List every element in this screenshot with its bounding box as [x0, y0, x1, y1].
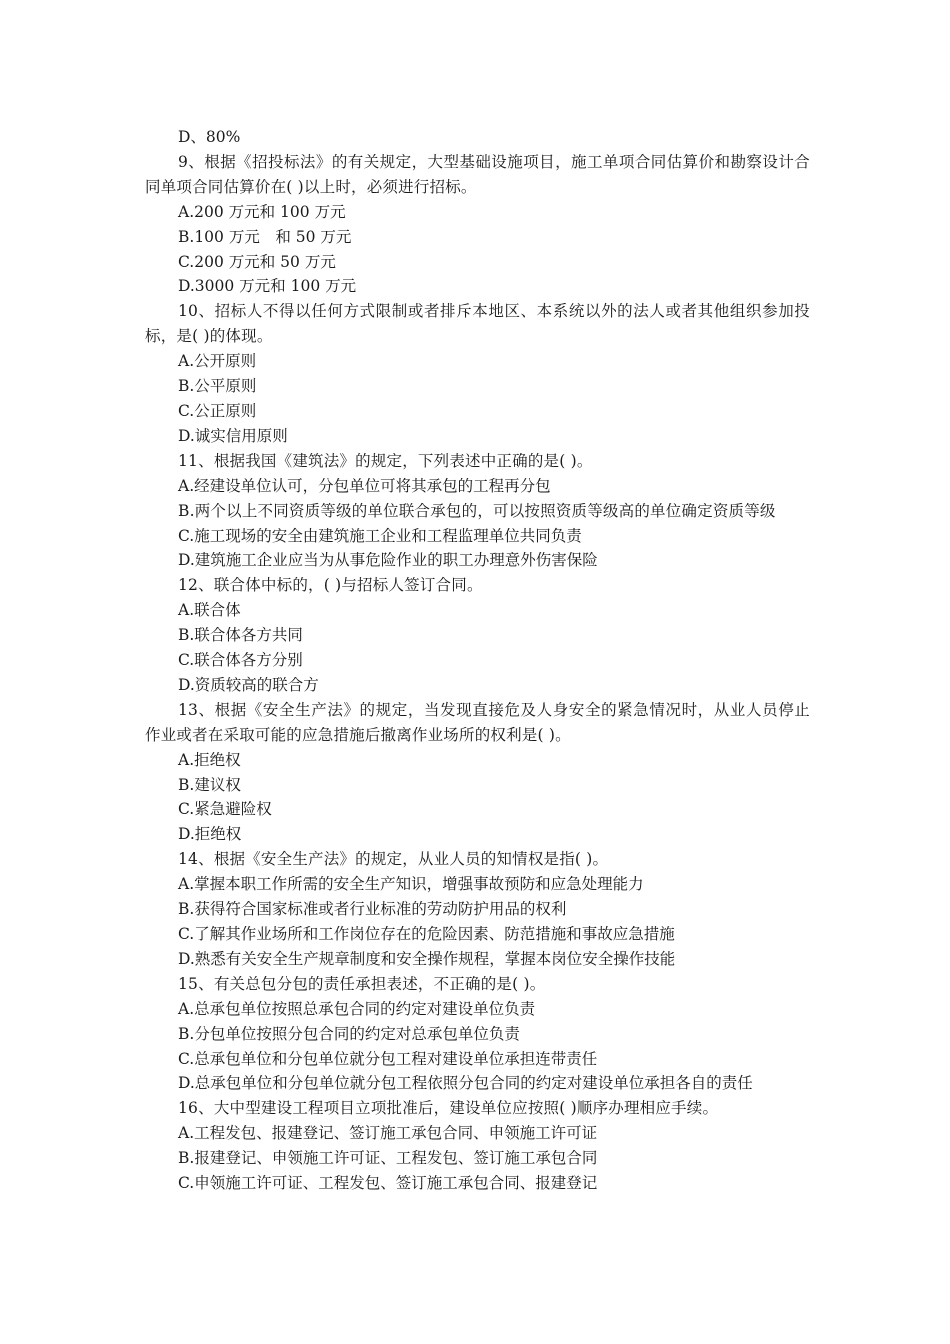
answer-option: B.建议权: [178, 775, 241, 794]
question-text: 12、联合体中标的，( )与招标人签订合同。: [178, 576, 483, 595]
answer-option: B.100 万元 和 50 万元: [178, 227, 352, 246]
question-text: 13、根据《安全生产法》的规定，当发现直接危及人身安全的紧急情况时，从业人员停止作业或者在采取可能的应急措施后撤离作业场所的权利是( )。: [145, 700, 810, 744]
answer-option: D.总承包单位和分包单位就分包工程依照分包合同的约定对建设单位承担各自的责任: [178, 1074, 753, 1093]
answer-option: A.工程发包、报建登记、签订施工承包合同、申领施工许可证: [178, 1124, 598, 1143]
answer-option: D.诚实信用原则: [178, 426, 288, 445]
answer-option: A.掌握本职工作所需的安全生产知识，增强事故预防和应急处理能力: [178, 875, 644, 894]
answer-option: D.拒绝权: [178, 825, 242, 844]
answer-option: D.熟悉有关安全生产规章制度和安全操作规程，掌握本岗位安全操作技能: [178, 949, 676, 968]
answer-option: D、80%: [178, 128, 241, 146]
answer-option: B.报建登记、申领施工许可证、工程发包、签订施工承包合同: [178, 1149, 598, 1168]
question-text: 14、根据《安全生产法》的规定，从业人员的知情权是指( )。: [178, 850, 609, 869]
answer-option: C.申领施工许可证、工程发包、签订施工承包合同、报建登记: [178, 1174, 598, 1193]
answer-option: A.200 万元和 100 万元: [178, 202, 346, 221]
answer-option: C.施工现场的安全由建筑施工企业和工程监理单位共同负责: [178, 526, 582, 545]
answer-option: A.联合体: [178, 601, 241, 620]
answer-option: C.公正原则: [178, 401, 257, 420]
answer-option: A.总承包单位按照总承包合同的约定对建设单位负责: [178, 999, 536, 1018]
answer-option: C.了解其作业场所和工作岗位存在的危险因素、防范措施和事故应急措施: [178, 925, 675, 943]
answer-option: A.经建设单位认可，分包单位可将其承包的工程再分包: [178, 476, 551, 495]
question-text: 11、根据我国《建筑法》的规定，下列表述中正确的是( )。: [178, 451, 593, 470]
answer-option: B.获得符合国家标准或者行业标准的劳动防护用品的权利: [178, 900, 567, 919]
answer-option: D.3000 万元和 100 万元: [178, 277, 357, 296]
answer-option: A.公开原则: [178, 352, 257, 371]
answer-option: C.总承包单位和分包单位就分包工程对建设单位承担连带责任: [178, 1049, 598, 1068]
answer-option: D.资质较高的联合方: [178, 675, 319, 694]
question-text: B.两个以上不同资质等级的单位联合承包的，可以按照资质等级高的单位确定资质等级: [178, 501, 776, 520]
answer-option: A.拒绝权: [178, 750, 241, 769]
question-text: 16、大中型建设工程项目立项批准后，建设单位应按照( )顺序办理相应手续。: [178, 1099, 719, 1118]
answer-option: B.联合体各方共同: [178, 626, 303, 645]
document-body: [145, 125, 810, 1196]
question-text: 15、有关总包分包的责任承担表述，不正确的是( )。: [178, 974, 546, 993]
answer-option: C.紧急避险权: [178, 800, 272, 819]
answer-option: C.200 万元和 50 万元: [178, 252, 336, 271]
answer-option: B.分包单位按照分包合同的约定对总承包单位负责: [178, 1024, 520, 1043]
answer-option: D.建筑施工企业应当为从事危险作业的职工办理意外伤害保险: [178, 551, 598, 570]
answer-option: B.公平原则: [178, 377, 257, 396]
question-text: 9、根据《招投标法》的有关规定，大型基础设施项目，施工单项合同估算价和勘察设计合同单项合同估算价在( )以上时，必须进行招标。: [145, 152, 810, 196]
question-text: 10、招标人不得以任何方式限制或者排斥本地区、本系统以外的法人或者其他组织参加投标，是( )的体现。: [145, 302, 810, 346]
answer-option: C.联合体各方分别: [178, 651, 303, 670]
